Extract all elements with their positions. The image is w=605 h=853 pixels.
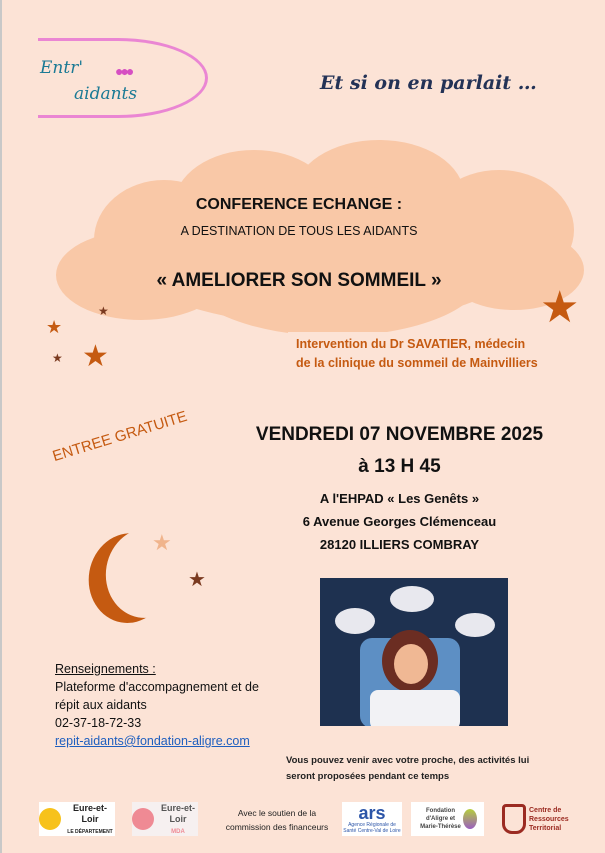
- event-street: 6 Avenue Georges Clémenceau: [302, 514, 497, 529]
- contact-line: répit aux aidants: [55, 698, 147, 712]
- logo-ars: [342, 802, 402, 836]
- conference-title: CONFERENCE ECHANGE :: [195, 196, 403, 213]
- star-icon: ★: [540, 283, 580, 332]
- speaker-line: de la clinique du sommeil de Mainvilliers: [296, 356, 538, 370]
- event-city: 28120 ILLIERS COMBRAY: [319, 537, 480, 552]
- support-text: [217, 806, 337, 834]
- support-line: Avec le soutien de la: [237, 808, 317, 818]
- note-line: seront proposées pendant ce temps: [286, 771, 450, 782]
- note-line: Vous pouvez venir avec votre proche, des activités lui: [286, 755, 530, 766]
- logo-fondation-aligre: [411, 802, 484, 836]
- contact-heading: Renseignements :: [55, 662, 156, 676]
- event-time: à 13 H 45: [358, 456, 441, 477]
- sleeping-woman-illustration: [320, 578, 508, 726]
- logo-crt: Centre de Ressources Territorial: [529, 807, 569, 832]
- speaker-line: Intervention du Dr SAVATIER, médecin: [296, 337, 526, 351]
- star-icon: ★: [188, 569, 206, 591]
- logo-subtext: MDA: [171, 828, 185, 835]
- logo-text: ars: [358, 803, 386, 823]
- star-icon: ★: [52, 351, 63, 365]
- conference-topic: « AMELIORER SON SOMMEIL »: [156, 270, 442, 291]
- star-icon: ★: [152, 530, 172, 555]
- logo-subtext: Agence Régionale de Santé Centre-Val de Loire: [343, 822, 401, 834]
- moon-icon: [99, 522, 193, 625]
- event-venue: A l'EHPAD « Les Genêts »: [319, 491, 480, 506]
- logo-text: aidants: [74, 84, 138, 104]
- crt-house-icon: [502, 804, 526, 834]
- contact-line: Plateforme d'accompagnement et de: [55, 680, 259, 694]
- contact-phone: 02-37-18-72-33: [55, 716, 142, 730]
- companion-note: [286, 753, 604, 785]
- people-icon: ●●●: [115, 63, 132, 79]
- contact-info: [55, 660, 259, 750]
- logo-text: Eure-et-Loir: [72, 802, 107, 824]
- tagline: Et si on en parlait …: [320, 72, 537, 94]
- star-icon: ★: [46, 317, 63, 337]
- conference-subtitle: A DESTINATION DE TOUS LES AIDANTS: [180, 224, 418, 238]
- logo-text: Entr': [40, 58, 83, 78]
- cloud-shape: [64, 140, 584, 336]
- logo-subtext: LE DÉPARTEMENT: [67, 828, 113, 835]
- logo-eure-et-loir: [39, 802, 115, 836]
- support-line: commission des financeurs: [225, 822, 329, 832]
- free-entry-badge: ENTREE GRATUITE: [50, 407, 190, 466]
- event-date: VENDREDI 07 NOVEMBRE 2025: [255, 424, 544, 445]
- logo-text: Fondation d'Aligre et Marie-Thérèse: [420, 808, 461, 830]
- star-icon: ★: [82, 340, 109, 373]
- logo-text: Eure-et-Loir: [160, 802, 195, 824]
- contact-email-link[interactable]: repit-aidants@fondation-aligre.com: [55, 734, 250, 748]
- star-icon: ★: [98, 304, 109, 318]
- speaker-box: [288, 332, 588, 378]
- logo-mda: [132, 802, 198, 836]
